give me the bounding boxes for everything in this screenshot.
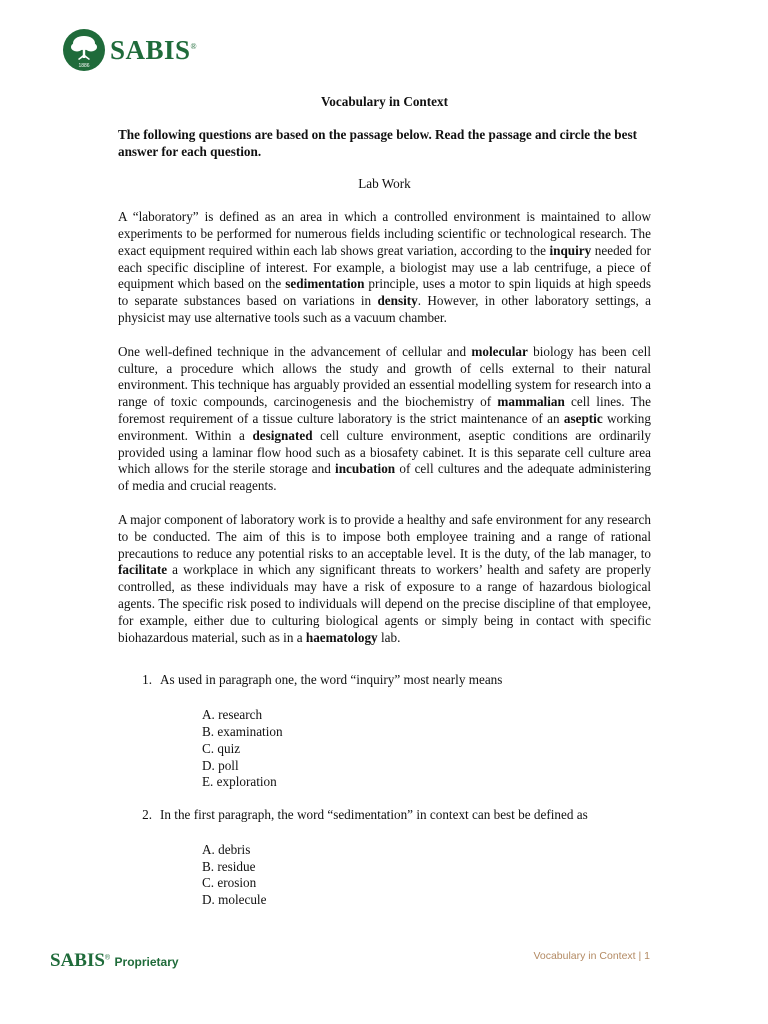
passage-title: Lab Work xyxy=(358,176,411,192)
registered-mark: ® xyxy=(190,41,198,51)
passage-text: One well-defined technique in the advancement of cellular and xyxy=(118,343,472,359)
passage-text: principle, uses a motor to spin liquids at high speeds to separate substances based on variations in xyxy=(118,276,651,309)
answer-option[interactable]: C. erosion xyxy=(202,875,257,891)
passage-text: working environment. Within a xyxy=(118,410,651,443)
answer-option[interactable]: C. quiz xyxy=(202,740,241,756)
passage-text: needed for each specific discipline of interest. For example, a biologist may use a lab centrifuge, a piece of equipment which based on the xyxy=(118,242,652,292)
footer-doc-label: Vocabulary in Context | xyxy=(533,950,642,962)
vocabulary-word: density xyxy=(377,293,418,309)
page-footer xyxy=(533,950,650,962)
passage-text: of cell cultures and the adequate administering of media and crucial reagents. xyxy=(118,461,651,494)
vocabulary-word: facilitate xyxy=(118,562,168,578)
instructions: The following questions are based on the passage below. Read the passage and circle the best answer for each question. xyxy=(118,126,637,159)
question-text: In the first paragraph, the word “sedimentation” in context can best be defined as xyxy=(160,807,588,823)
passage-text: biology has been cell culture, a procedure which allows the study and growth of cells external to their natural environment. This technique has arguably provided an essential modelling system for research into a range of toxic compounds, carcinogenesis and the biochemistry of xyxy=(118,343,651,410)
answer-option[interactable]: D. poll xyxy=(202,757,239,773)
sabis-logo xyxy=(62,28,197,72)
logo-brand: SABIS® xyxy=(110,34,198,65)
passage-paragraph-3 xyxy=(118,512,651,646)
answer-option[interactable]: B. examination xyxy=(202,723,283,739)
document-title: Vocabulary in Context xyxy=(321,94,448,109)
document-body xyxy=(118,94,651,925)
vocabulary-word: aseptic xyxy=(563,410,603,426)
vocabulary-word: mammalian xyxy=(497,394,565,410)
passage-paragraph-2 xyxy=(118,344,651,495)
vocabulary-word: incubation xyxy=(335,461,396,477)
passage-text: cell culture environment, aseptic conditions are ordinarily provided using a laminar flow hood such as a biosafety cabinet. It is this separate cell culture area which allows for the sterile storage and xyxy=(118,427,651,477)
passage-text: A “laboratory” is defined as an area in which a controlled environment is maintained to allow experiments to be performed for numerous fields including scientific or technological research. The exact equipment required within each lab shows great variation, according to the xyxy=(118,209,651,258)
footer-proprietary: Proprietary xyxy=(114,955,179,969)
answer-options xyxy=(202,707,651,791)
footer-logo xyxy=(50,950,179,972)
vocabulary-word: sedimentation xyxy=(285,276,365,292)
answer-options xyxy=(202,842,651,909)
passage xyxy=(118,209,651,646)
vocabulary-word: molecular xyxy=(471,343,528,359)
question-2 xyxy=(118,807,651,909)
question-text: As used in paragraph one, the word “inquiry” most nearly means xyxy=(160,672,503,688)
passage-text: lab. xyxy=(377,629,401,645)
passage-text: . However, in other laboratory settings, a physicist may use alternative tools such as a vacuum chamber. xyxy=(118,293,651,325)
passage-text: a workplace in which any significant threats to workers’ health and safety are properly controlled, as these individuals may have a risk of exposure to a range of hazardous biological agents. The specific risk posed to individuals will depend on the precise discipline of that employee, for example, either due to culturing biological agents or simply being in contact with specific biohazardous material, such as in a xyxy=(118,562,651,645)
answer-option[interactable]: E. exploration xyxy=(202,774,277,790)
logo-year: 1886 xyxy=(78,63,90,69)
answer-option[interactable]: B. residue xyxy=(202,858,256,874)
footer-brand: SABIS xyxy=(50,950,105,971)
question-list xyxy=(118,672,651,909)
vocabulary-word: haematology xyxy=(305,629,378,645)
vocabulary-word: inquiry xyxy=(549,242,592,258)
tree-emblem-icon xyxy=(62,28,106,72)
passage-text: A major component of laboratory work is to provide a healthy and safe environment for any research to be conducted. The aim of this is to impose both employee training and a range of rational precautions to reduce any potential risks to an acceptable level. It is the duty, of the lab manager, to xyxy=(118,511,651,561)
question-number: 1. xyxy=(142,672,152,688)
vocabulary-word: designated xyxy=(252,427,313,443)
passage-text: cell lines. The foremost requirement of a tissue culture laboratory is the strict maintenance of an xyxy=(118,394,651,426)
answer-option[interactable]: A. research xyxy=(202,707,263,723)
answer-option[interactable]: D. molecule xyxy=(202,892,267,908)
passage-paragraph-1 xyxy=(118,209,651,327)
page-number: 1 xyxy=(644,950,650,962)
question-number: 2. xyxy=(142,807,152,823)
answer-option[interactable]: A. debris xyxy=(202,841,251,857)
footer-registered-mark: ® xyxy=(104,954,111,962)
question-1 xyxy=(118,672,651,791)
